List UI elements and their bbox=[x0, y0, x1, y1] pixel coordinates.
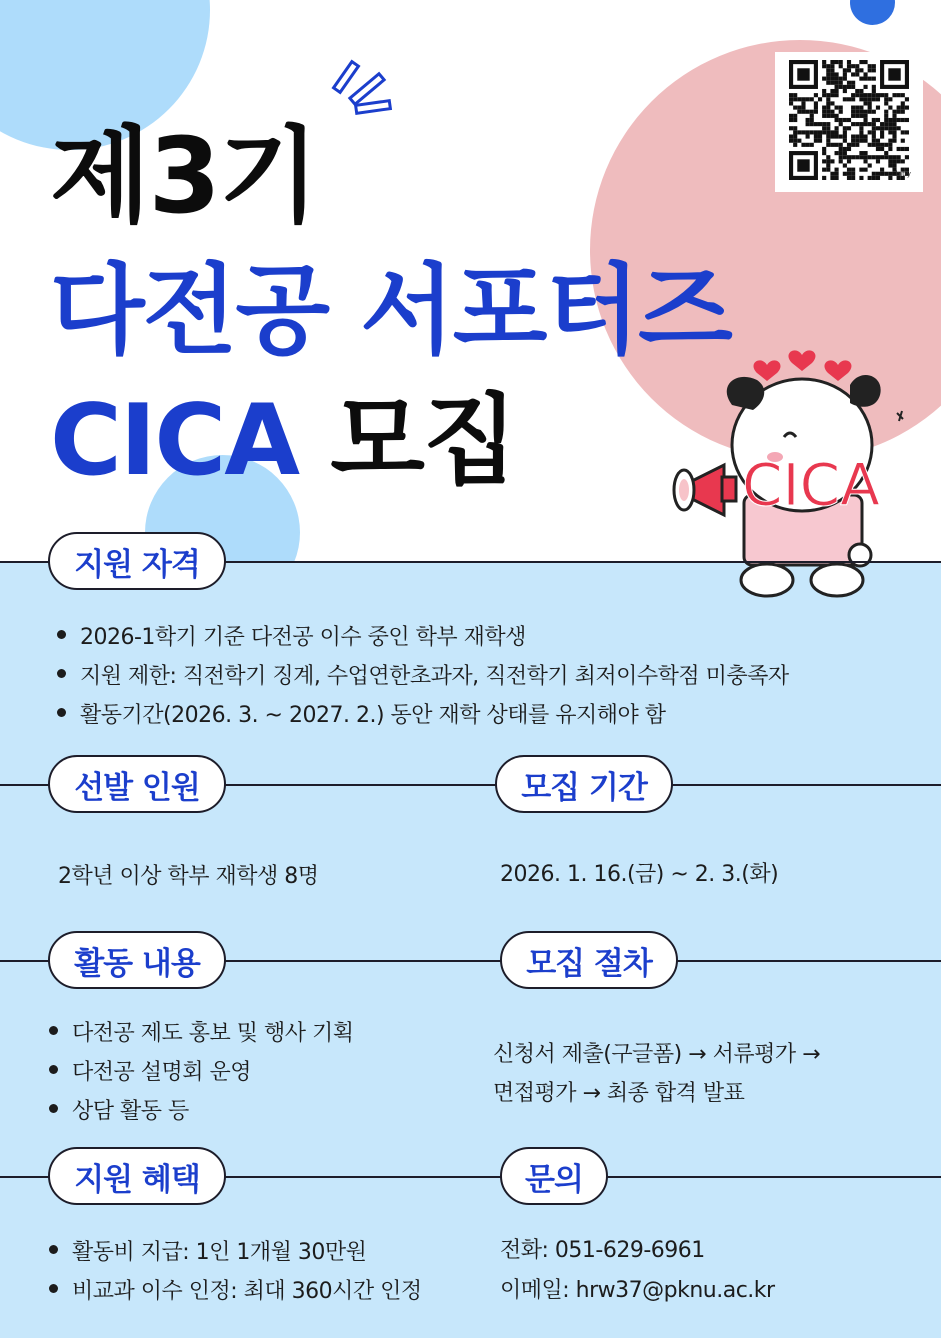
list-item: 상담 활동 등 bbox=[47, 1094, 354, 1133]
mascot-cica-label: CICA bbox=[742, 451, 880, 519]
list-item: 다전공 설명회 운영 bbox=[47, 1055, 354, 1094]
heart-icon bbox=[754, 350, 852, 381]
list-item: 다전공 제도 홍보 및 행사 기획 bbox=[47, 1016, 354, 1055]
heading-activities: 활동 내용 bbox=[48, 931, 226, 989]
eligibility-list bbox=[55, 620, 789, 737]
procedure-line1: 신청서 제출(구글폼) → 서류평가 → bbox=[493, 1042, 821, 1067]
qr-code-icon bbox=[789, 60, 909, 180]
selection-text: 2학년 이상 학부 재학생 8명 bbox=[58, 864, 319, 889]
heading-selection: 선발 인원 bbox=[48, 755, 226, 813]
decorative-dot bbox=[850, 0, 895, 25]
contact-email[interactable]: 이메일: hrw37@pknu.ac.kr bbox=[500, 1278, 775, 1303]
title-program: 다전공 서포터즈 bbox=[50, 254, 731, 368]
list-item: 활동비 지급: 1인 1개월 30만원 bbox=[47, 1235, 422, 1274]
list-item: 2026-1학기 기준 다전공 이수 중인 학부 재학생 bbox=[55, 620, 789, 659]
procedure-line2: 면접평가 → 최종 합격 발표 bbox=[493, 1081, 745, 1106]
heading-eligibility: 지원 자격 bbox=[48, 532, 226, 590]
list-item: 비교과 이수 인정: 최대 360시간 인정 bbox=[47, 1274, 422, 1313]
heading-contact: 문의 bbox=[500, 1147, 608, 1205]
benefits-list bbox=[47, 1235, 422, 1313]
heading-benefits: 지원 혜택 bbox=[48, 1147, 226, 1205]
title-recruit-word: 모집 bbox=[330, 384, 516, 498]
title-recruit bbox=[50, 362, 516, 503]
activities-list bbox=[47, 1016, 354, 1133]
heading-period: 모집 기간 bbox=[495, 755, 673, 813]
qr-caption: bitly bbox=[895, 170, 911, 178]
list-item: 활동기간(2026. 3. ~ 2027. 2.) 동안 재학 상태를 유지해야 함 bbox=[55, 698, 789, 737]
qr-code[interactable] bbox=[775, 52, 923, 192]
emphasis-burst-icon bbox=[326, 55, 396, 125]
title-edition: 제3기 bbox=[50, 115, 318, 237]
contact-phone[interactable]: 전화: 051-629-6961 bbox=[500, 1238, 705, 1263]
title-cica: CICA bbox=[50, 384, 299, 498]
heading-procedure: 모집 절차 bbox=[500, 931, 678, 989]
list-item: 지원 제한: 직전학기 징계, 수업연한초과자, 직전학기 최저이수학점 미충족자 bbox=[55, 659, 789, 698]
period-text: 2026. 1. 16.(금) ~ 2. 3.(화) bbox=[500, 862, 779, 887]
